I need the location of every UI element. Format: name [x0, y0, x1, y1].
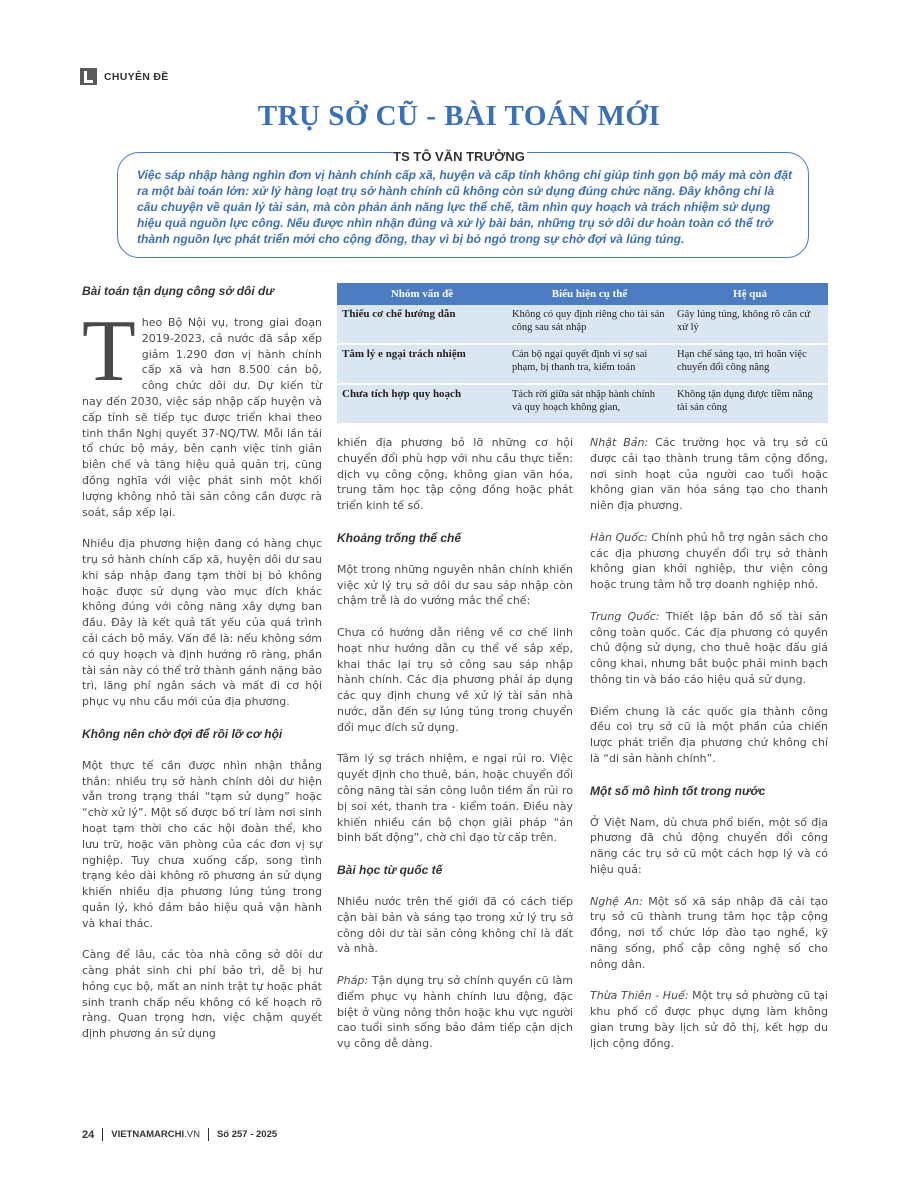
subheading: Bài học từ quốc tế — [337, 862, 443, 877]
table-cell: Gây lúng túng, không rõ căn cứ xử lý — [672, 305, 828, 344]
subheading-1: Bài toán tận dụng công sở dôi dư — [82, 284, 274, 298]
paragraph-text: Các trường học và trụ sở cũ được cải tạo thành trung tâm cộng đồng, nơi sinh hoạt của người cao tuổi hoặc không gian văn hóa sáng tạo cho thanh niên địa phương. — [590, 436, 828, 513]
issue-number: Số 257 - 2025 — [216, 1129, 278, 1140]
magazine-name-suffix: .VN — [184, 1129, 200, 1140]
paragraph-nghe-an — [590, 894, 828, 973]
footer-divider — [208, 1128, 209, 1141]
table-cell: Không tận dụng được tiềm năng tài sản công — [672, 384, 828, 424]
table-row — [337, 384, 828, 424]
table-header-cell: Hệ quả — [672, 283, 828, 305]
paragraph-2: Nhiều địa phương hiện đang có hàng chục trụ sở hành chính cấp xã, huyện dôi dư sau khi sáp nhập đang tạm thời bị bỏ không hoặc được sử dụng vào mục đích khác không đúng với công năng xây dựng ban đầu. Đây là kết quả tất yếu của quá trình cải cách bộ máy. Vấn đề là: nếu không sớm có quy hoạch và định hướng rõ ràng, phần tài sản này có thể trở thành gánh nặng bảo trì, lãng phí ngân sách và mất đi cơ hội phục vụ nhu cầu mới của địa phương. — [82, 537, 322, 709]
paragraph: Ở Việt Nam, dù chưa phổ biến, một số địa phương đã chủ động chuyển đổi công năng các trụ sở cũ một cách hợp lý và có hiệu quả: — [590, 815, 828, 876]
table-cell: Chưa tích hợp quy hoạch — [337, 384, 507, 424]
issues-table — [337, 283, 828, 425]
country-label: Trung Quốc: — [590, 609, 660, 623]
table-cell: Cán bộ ngại quyết định vì sợ sai phạm, bị thanh tra, kiểm toán — [507, 344, 672, 384]
subheading: Khoảng trống thể chế — [337, 530, 461, 545]
drop-cap: T — [82, 303, 136, 400]
country-label: Pháp: — [337, 973, 369, 987]
paragraph-japan — [590, 435, 828, 514]
column-1 — [82, 283, 322, 1058]
table-cell: Thiếu cơ chế hướng dẫn — [337, 305, 507, 344]
place-label: Thừa Thiên - Huế: — [590, 989, 689, 1003]
paragraph-1-text: heo Bộ Nội vụ, trong giai đoạn 2019-2023, cả nước đã sắp xếp giảm 1.290 đơn vị hành chính cấp xã và hơn 8.500 cán bộ, công chức dôi dư. Dự kiến từ nay đến 2030, việc sáp nhập cấp huyện và cấp tỉnh sẽ tiếp tục được triển khai theo tinh thần Nghị quyết 37-NQ/TW. Mỗi lần tái tổ chức bộ máy, bên cạnh việc tinh giản biên chế và tăng hiệu quả quản trị, cũng đồng nghĩa với việc phát sinh một khối lượng không nhỏ tài sản công cần được rà soát, sắp xếp lại. — [82, 316, 322, 519]
paragraph: Một trong những nguyên nhân chính khiến việc xử lý trụ sở dôi dư sau sáp nhập còn chậm trễ là do vướng mắc thể chế: — [337, 562, 573, 608]
page-number: 24 — [82, 1128, 95, 1141]
paragraph-text: Thiết lập bản đồ số tài sản công toàn quốc. Các địa phương có quyền chủ động sử dụng, cho thuê hoặc đấu giá công khai, nhưng bắt buộc phải minh bạch thông tin và báo cáo hiệu quả sử dụng. — [590, 609, 828, 686]
column-2 — [337, 435, 573, 1068]
section-label: CHUYÊN ĐỀ — [104, 70, 169, 83]
article-author: TS TÔ VĂN TRƯỜNG — [393, 149, 525, 164]
paragraph: khiến địa phương bỏ lỡ những cơ hội chuyển đổi phù hợp với nhu cầu thực tiễn: dịch vụ công cộng, không gian văn hóa, trung tâm học tập cộng đồng hoặc phát triển kinh tế số. — [337, 436, 573, 513]
table-cell: Không có quy định riêng cho tài sản công sau sát nhập — [507, 305, 672, 344]
paragraph-korea — [590, 530, 828, 593]
footer-divider — [102, 1128, 103, 1141]
paragraph: Điểm chung là các quốc gia thành công đều coi trụ sở cũ là một phần của chiến lược phát triển địa phương chứ không chỉ là “di sản hành chính”. — [590, 704, 828, 765]
magazine-name — [111, 1129, 200, 1140]
subheading-2: Không nên chờ đợi để rồi lỡ cơ hội — [82, 726, 283, 741]
paragraph-text: Chính phủ hỗ trợ ngân sách cho các địa phương chuyển đổi trụ sở thành không gian khởi nghiệp, thư viện công hoặc trung tâm hỗ trợ doanh nghiệp nhỏ. — [590, 530, 828, 592]
paragraph-text: Một số xã sáp nhập đã cải tạo trụ sở cũ thành trung tâm học tập cộng đồng, nơi tổ chức lớp đào tạo nghề, kỹ năng sống, phổ cập công nghệ số cho nông dân. — [590, 894, 828, 971]
country-label: Nhật Bản: — [590, 436, 649, 449]
paragraph-hue — [590, 988, 828, 1051]
table-header-cell: Biểu hiện cụ thể — [507, 283, 672, 305]
column-3 — [590, 435, 828, 1067]
paragraph-france — [337, 973, 573, 1052]
article-lead: Việc sáp nhập hàng nghìn đơn vị hành chính cấp xã, huyện và cấp tỉnh không chỉ giúp tinh gọn bộ máy mà còn đặt ra một bài toán lớn: xử lý hàng loạt trụ sở hành chính cũ không còn sử dụng đúng chức năng. Đây không chỉ là câu chuyện về quản lý tài sản, mà còn phản ánh năng lực thể chế, tầm nhìn quy hoạch và trách nhiệm sử dụng hiệu quả nguồn lực công. Nếu được nhìn nhận đúng và xử lý bài bản, những trụ sở dôi dư hoàn toàn có thể trở thành nguồn lực phát triển mới cho cộng đồng, thay vì bị bỏ ngỏ trong sự chờ đợi và lúng túng. — [137, 168, 793, 246]
country-label: Hàn Quốc: — [590, 530, 648, 544]
magazine-name-bold: VIETNAMARCHI — [111, 1129, 185, 1140]
paragraph-text: Một trụ sở phường cũ tại khu phố cổ được phục dựng làm không gian trưng bày lịch sử đô thị, kết hợp du lịch cộng đồng. — [590, 989, 828, 1050]
page-footer — [82, 1128, 277, 1141]
table-header-row — [337, 283, 828, 305]
article-title: TRỤ SỞ CŨ - BÀI TOÁN MỚI — [257, 100, 661, 132]
table-header-cell: Nhóm vấn đề — [337, 283, 507, 305]
subheading: Một số mô hình tốt trong nước — [590, 783, 766, 798]
paragraph-china — [590, 609, 828, 688]
paragraph: Chưa có hướng dẫn riêng về cơ chế linh hoạt như hướng dẫn cụ thể về sắp xếp, khai thác lại trụ sở công sau sáp nhập hành chính. Các địa phương phải áp dụng các quy định chung về xử lý tài sản nhà nước, dẫn đến sự lúng túng trong chuyển đổi mục đích sử dụng. — [337, 625, 573, 734]
paragraph: Tâm lý sợ trách nhiệm, e ngại rủi ro. Việc quyết định cho thuê, bán, hoặc chuyển đổi công năng tài sản công luôn tiềm ẩn rủi ro bị soi xét, thanh tra - kiểm toán. Điều này khiến nhiều cán bộ chọn giải pháp “án binh bất động”, chờ chỉ đạo từ cấp trên. — [337, 752, 573, 845]
table-cell: Tâm lý e ngại trách nhiệm — [337, 344, 507, 384]
paragraph-3: Một thực tế cần được nhìn nhận thẳng thắn: nhiều trụ sở hành chính dôi dư hiện vẫn trong trạng thái “tạm sử dụng” hoặc “chờ xử lý”. Một số được bố trí làm nơi sinh hoạt tạm thời cho các hội đoàn thể, kho lưu trữ, hoặc văn phòng của các đơn vị sự nghiệp. Tuy chưa xuống cấp, song tình trạng kéo dài không rõ phương án sử dụng khiến nhiều địa phương lúng túng trong quản lý, khó đảm bảo hiệu quả vận hành và khai thác. — [82, 758, 322, 930]
paragraph-text: Tận dụng trụ sở chính quyền cũ làm điểm phục vụ hành chính lưu động, đặc biệt ở vùng nông thôn hoặc khu vực người cao tuổi sinh sống bảo đảm tiếp cận dịch vụ công dễ dàng. — [337, 973, 573, 1051]
table-cell: Tách rời giữa sát nhập hành chính và quy hoạch không gian, — [507, 384, 672, 424]
paragraph-4: Càng để lâu, các tòa nhà công sở dôi dư càng phát sinh chi phí bảo trì, dễ bị hư hỏng cục bộ, mất an ninh trật tự hoặc phát sinh tranh chấp nếu không có kế hoạch rõ ràng. Quan trọng hơn, việc chậm quyết định phương án sử dụng — [82, 948, 322, 1041]
paragraph-1 — [82, 303, 322, 520]
table-cell: Hạn chế sáng tạo, trì hoãn việc chuyển đổi công năng — [672, 344, 828, 384]
table-row — [337, 305, 828, 344]
place-label: Nghệ An: — [590, 894, 643, 908]
paragraph: Nhiều nước trên thế giới đã có cách tiếp cận bài bản và sáng tạo trong xử lý trụ sở công dôi dư tài sản công không chỉ là đất và nhà. — [337, 894, 573, 956]
section-header — [80, 68, 169, 85]
table-row — [337, 344, 828, 384]
section-logo-icon — [80, 68, 97, 85]
